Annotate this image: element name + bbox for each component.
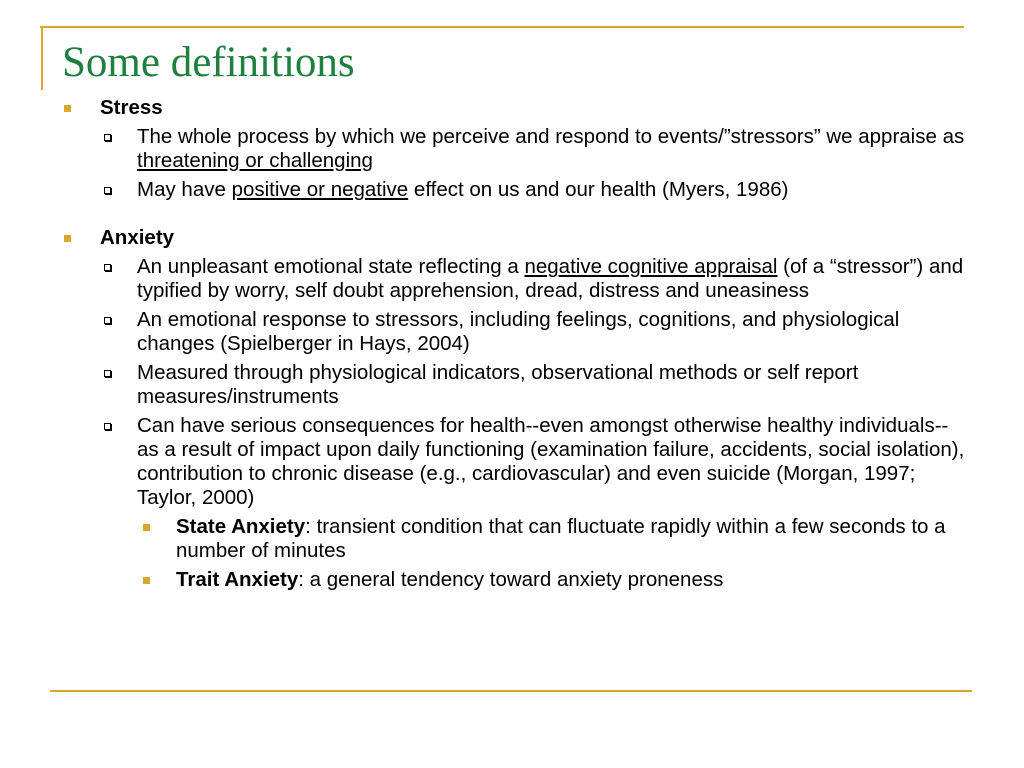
state-anxiety-definition: : transient condition that can fluctuate rapidly within a few seconds to a number of minutes (176, 515, 946, 562)
bullet-stress (60, 96, 965, 120)
state-anxiety-term: State Anxiety (176, 515, 306, 538)
square-bullet-icon (64, 235, 71, 242)
bullet-anxiety (60, 226, 965, 250)
bottom-rule (50, 690, 972, 692)
top-rule (40, 26, 964, 28)
stress-item-2-after: effect on us and our health (Myers, 1986) (408, 178, 789, 201)
anxiety-item-3 (60, 361, 965, 409)
stress-item-2-text: May have (137, 178, 232, 201)
anxiety-item-1-text: An unpleasant emotional state reflecting a (137, 255, 525, 278)
stress-heading: Stress (100, 96, 163, 119)
stress-item-1-text: The whole process by which we perceive and respond to events/”stressors” we appraise as (137, 125, 965, 148)
stress-item-2 (60, 178, 965, 202)
stress-item-1 (60, 125, 965, 173)
anxiety-item-1-underlined: negative cognitive appraisal (524, 255, 778, 278)
anxiety-heading: Anxiety (100, 226, 175, 249)
stress-item-1-underlined: threatening or challenging (137, 149, 373, 172)
anxiety-item-4 (60, 414, 965, 510)
square-bullet-icon (143, 524, 150, 531)
anxiety-item-4-text: Can have serious consequences for health--even amongst otherwise healthy individuals--as a result of impact upon daily functioning (examination failure, accidents, social isolation), contribution to chronic disease (e.g., cardiovascular) and even suicide (Morgan, 1997; Taylor, 2000) (137, 414, 965, 509)
anxiety-subitem-trait (60, 568, 965, 592)
trait-anxiety-definition: : a general tendency toward anxiety proneness (298, 568, 724, 591)
hollow-square-bullet-icon (104, 134, 111, 141)
anxiety-subitem-state (60, 515, 965, 563)
anxiety-item-2-text: An emotional response to stressors, including feelings, cognitions, and physiological changes (Spielberger in Hays, 2004) (137, 308, 900, 355)
stress-item-2-underlined: positive or negative (231, 178, 409, 201)
slide-content (60, 96, 965, 592)
spacer (60, 202, 965, 226)
hollow-square-bullet-icon (104, 187, 111, 194)
square-bullet-icon (64, 105, 71, 112)
hollow-square-bullet-icon (104, 370, 111, 377)
trait-anxiety-term: Trait Anxiety (176, 568, 299, 591)
hollow-square-bullet-icon (104, 264, 111, 271)
left-rule (41, 26, 43, 90)
hollow-square-bullet-icon (104, 317, 111, 324)
anxiety-item-1 (60, 255, 965, 303)
anxiety-item-2 (60, 308, 965, 356)
anxiety-item-1-after: (of a “stressor”) and typified by worry, self doubt apprehension, dread, distress and uneasiness (137, 255, 964, 302)
anxiety-item-3-text: Measured through physiological indicators, observational methods or self report measures/instruments (137, 361, 859, 408)
slide-title: Some definitions (62, 39, 355, 86)
hollow-square-bullet-icon (104, 423, 111, 430)
square-bullet-icon (143, 577, 150, 584)
